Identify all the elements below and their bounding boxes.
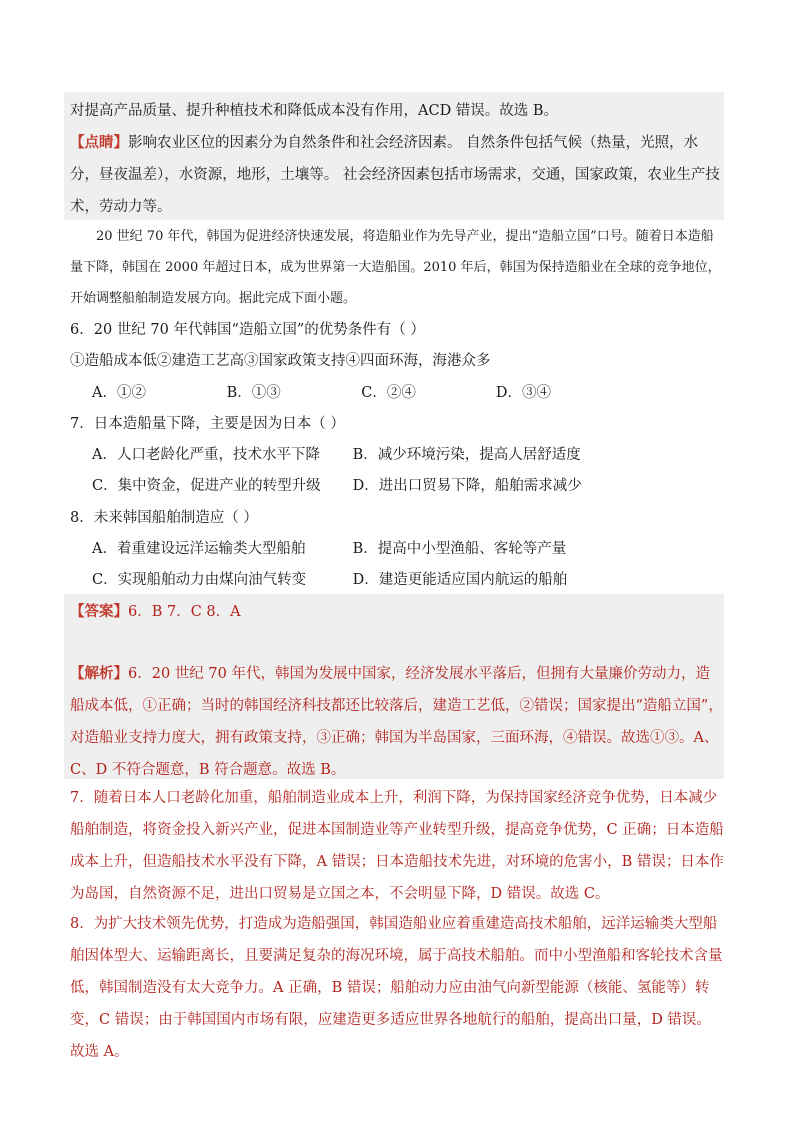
q6-option-b[interactable]: B．①③ [226, 385, 281, 401]
q6-option-a[interactable]: A．①② [92, 385, 146, 401]
q6-option-d[interactable]: D．③④ [495, 385, 551, 401]
analysis-q7: 7．随着日本人口老龄化加重，船舶制造业成本上升，利润下降，为保持国家经济竞争优势，日本减少船舶制造，将资金投入新兴产业，促进本国制造业等产业转型升级，提高竞争优势，C 正确；日本造船成本上升，但造船技术水平没有下降，A 错误；日本造船技术先进，对环境的危害小，B 错误；日本作为岛国，自然资源不足，进出口贸易是立国之本，不会明显下降，D 错误。故选 C。 [70, 790, 724, 902]
q8-option-d[interactable]: D．建造更能适应国内航运的船舶 [352, 572, 568, 588]
q8-option-c[interactable]: C．实现船舶动力由煤向油气转变 [92, 572, 307, 588]
reading-passage: 20 世纪 70 年代，韩国为促进经济快速发展，将造船业作为先导产业，提出“造船立国”口号。随着日本造船量下降，韩国在 2000 年超过日本，成为世界第一大造船国。2010 年后，韩国为保持造船业在全球的竞争地位，开始调整船舶制造发展方向。据此完成下面小题。 [70, 229, 721, 306]
q6-option-c[interactable]: C．②④ [361, 385, 416, 401]
analysis-q6-text: 6．20 世纪 70 年代，韩国为发展中国家，经济发展水平落后，但拥有大量廉价劳动力，造船成本低，①正确；当时的韩国经济科技都还比较落后，建造工艺低，②错误；国家提出“造船立国”，对造船业支持力度大，拥有政策支持，③正确；韩国为半岛国家，三面环海，④错误。故选①③。A、C、D 不符合题意，B 符合题意。故选 B。 [70, 666, 723, 778]
question-6-items: ①造船成本低②建造工艺高③国家政策支持④四面环海，海港众多 [70, 353, 491, 369]
q7-option-a[interactable]: A．人口老龄化严重，技术水平下降 [92, 447, 320, 463]
q8-option-a[interactable]: A．着重建设远洋运输类大型船舶 [92, 541, 306, 557]
q7-option-b[interactable]: B．减少环境污染，提高人居舒适度 [352, 447, 581, 463]
answer-text: 6．B 7．C 8．A [128, 604, 241, 620]
prev-analysis-line: 对提高产品质量、提升种植技术和降低成本没有作用，ACD 错误。故选 B。 [70, 103, 559, 119]
q7-option-d[interactable]: D．进出口贸易下降，船舶需求减少 [352, 478, 582, 494]
question-7-options-row2 [70, 470, 746, 502]
question-8-stem: 8．未来韩国船舶制造应（ ） [70, 510, 258, 526]
tip-tag: 【点睛】 [70, 134, 128, 151]
tip-paragraph [70, 127, 724, 223]
question-6-stem: 6．20 世纪 70 年代韩国“造船立国”的优势条件有（ ） [70, 322, 425, 338]
q8-option-b[interactable]: B．提高中小型渔船、客轮等产量 [352, 541, 567, 557]
question-8-options-row1 [70, 533, 746, 565]
question-7-stem: 7．日本造船量下降，主要是因为日本（ ） [70, 416, 345, 432]
answer-line [70, 596, 724, 628]
q7-option-c[interactable]: C．集中资金，促进产业的转型升级 [92, 478, 321, 494]
question-7-options-row1 [70, 439, 746, 471]
tip-text: 影响农业区位的因素分为自然条件和社会经济因素。 自然条件包括气候（热量，光照，水分，昼夜温差），水资源，地形，土壤等。 社会经济因素包括市场需求，交通，国家政策，农业生产技术，劳动力等。 [70, 135, 720, 215]
analysis-q6 [70, 658, 724, 786]
question-8-options-row2 [70, 564, 746, 596]
analysis-q8: 8．为扩大技术领先优势，打造成为造船强国，韩国造船业应着重建造高技术船舶，远洋运输类大型船舶因体型大、运输距离长，且要满足复杂的海况环境，属于高技术船舶。而中小型渔船和客轮技术含量低，韩国制造没有太大竞争力。A 正确，B 错误；船舶动力应由油气向新型能源（核能、氢能等）转变，C 错误；由于韩国国内市场有限，应建造更多适应世界各地航行的船舶，提高出口量，D 错误。故选 A。 [70, 916, 723, 1060]
answer-tag: 【答案】 [70, 603, 128, 620]
question-6-options [70, 377, 746, 409]
analysis-tag: 【解析】 [70, 665, 128, 682]
